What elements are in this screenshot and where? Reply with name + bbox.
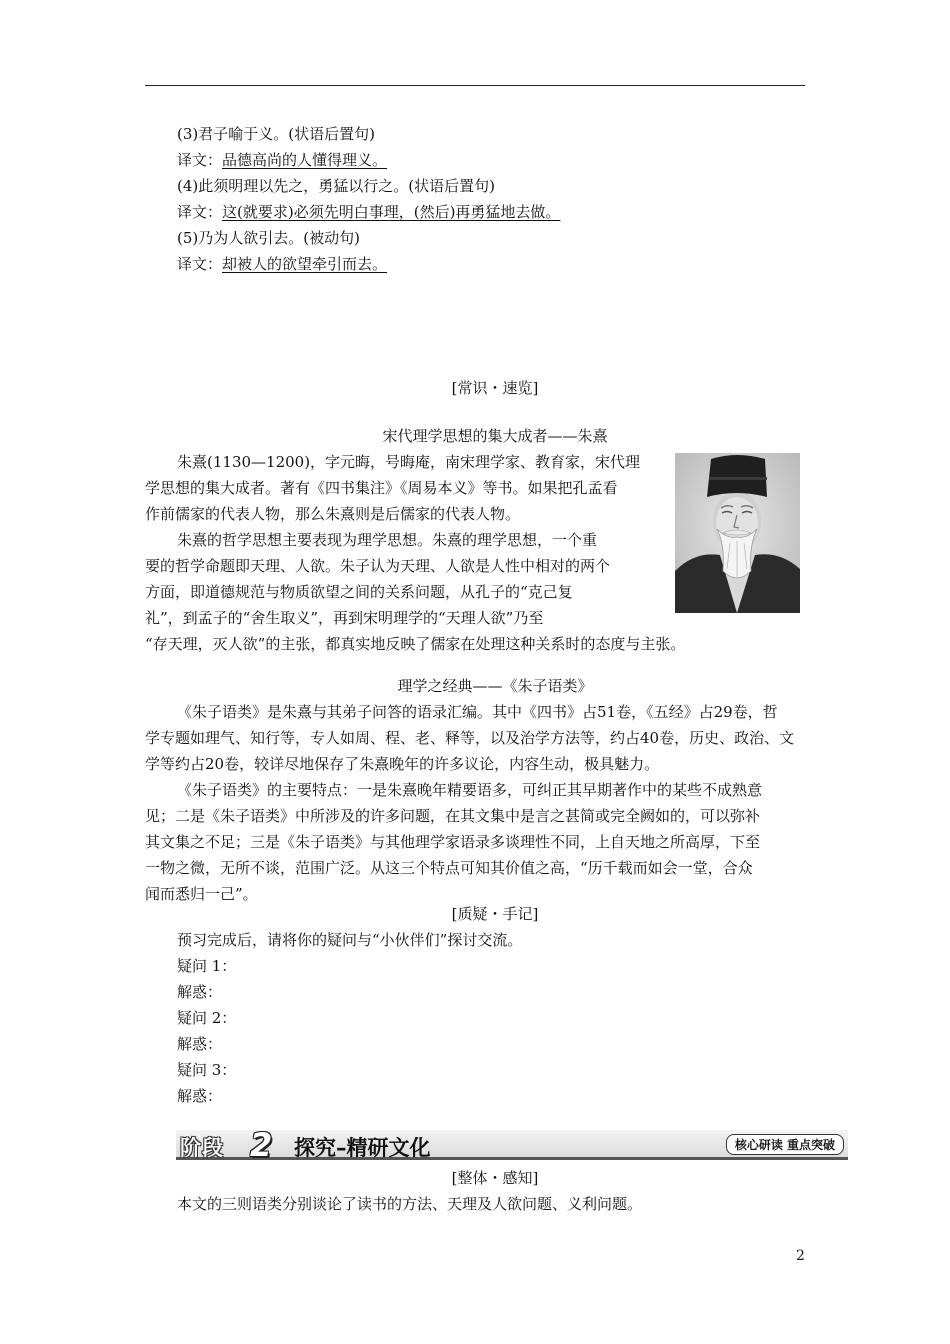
page-number: 2	[796, 1248, 805, 1264]
yulei-title: 理学之经典——《朱子语类》	[397, 677, 593, 695]
translation-text: 却被人的欲望牵引而去。	[222, 255, 388, 273]
zhuxi-portrait-image	[675, 453, 800, 613]
translation-label: 译文：	[177, 151, 223, 169]
answer-label: 解惑：	[177, 1087, 223, 1105]
zhuxi-p1-line: 作前儒家的代表人物，那么朱熹则是后儒家的代表人物。	[145, 505, 521, 523]
sentence-5: (5)乃为人欲引去。(被动句)	[177, 229, 360, 247]
translation-label: 译文：	[177, 255, 223, 273]
yulei-p1-line: 《朱子语类》是朱熹与其弟子问答的语录汇编。其中《四书》占51卷，《五经》占29卷，哲	[177, 703, 778, 721]
translation-4	[177, 202, 560, 222]
header-rule	[145, 85, 805, 86]
zhuxi-p1-line: 学思想的集大成者。著有《四书集注》《周易本义》等书。如果把孔孟看	[145, 479, 618, 497]
yulei-p2-line: 《朱子语类》的主要特点：一是朱熹晚年精要语多，可纠正其早期著作中的某些不成熟意	[177, 781, 763, 799]
stage-word: 阶段	[180, 1136, 224, 1160]
translation-text: 这(就要求)必须先明白事理，(然后)再勇猛地去做。	[222, 203, 561, 221]
yulei-p2-line: 闻而悉归一己”。	[145, 885, 258, 903]
zhuxi-title: 宋代理学思想的集大成者——朱熹	[382, 427, 608, 445]
stage-tag-badge: 核心研读 重点突破	[726, 1134, 844, 1155]
translation-label: 译文：	[177, 203, 223, 221]
notes-intro: 预习完成后，请将你的疑问与“小伙伴们”探讨交流。	[177, 931, 523, 949]
yulei-p2-line: 其文集之不足；三是《朱子语类》与其他理学家语录多谈理性不同，上自天地之所高厚，下至	[145, 833, 761, 851]
zhuxi-p2-line: 要的哲学命题即天理、人欲。朱子认为天理、人欲是人性中相对的两个	[145, 557, 611, 575]
yulei-p2-line: 一物之微，无所不谈，范围广泛。从这三个特点可知其价值之高，“历千载而如会一堂，合众	[145, 859, 753, 877]
section-heading-notes: [质疑・手记]	[451, 905, 539, 923]
yulei-p1-line: 学等约占20卷，较详尽地保存了朱熹晚年的许多议论，内容生动，极具魅力。	[145, 755, 660, 773]
zhuxi-p1-line: 朱熹(1130—1200)，字元晦，号晦庵，南宋理学家、教育家，宋代理	[177, 453, 641, 471]
question-label: 疑问 3：	[177, 1061, 237, 1079]
zhuxi-p2-line: 礼”，到孟子的“舍生取义”，再到宋明理学的“天理人欲”乃至	[145, 609, 544, 627]
translation-3	[177, 150, 387, 170]
section-heading-knowledge: [常识・速览]	[451, 379, 539, 397]
stage-number: 2	[250, 1126, 273, 1164]
question-label: 疑问 2：	[177, 1009, 237, 1027]
section-heading-overall: [整体・感知]	[451, 1169, 539, 1187]
overall-text: 本文的三则语类分别谈论了读书的方法、天理及人欲问题、义利问题。	[177, 1195, 643, 1213]
translation-5	[177, 254, 387, 274]
yulei-p2-line: 见；二是《朱子语类》中所涉及的许多问题，在其文集中是言之甚简或完全阙如的，可以弥补	[145, 807, 761, 825]
zhuxi-p2-line: 方面，即道德规范与物质欲望之间的关系问题，从孔子的“克己复	[145, 583, 573, 601]
zhuxi-p2-line: “存天理，灭人欲”的主张，都真实地反映了儒家在处理这种关系时的态度与主张。	[145, 635, 686, 653]
translation-text: 品德高尚的人懂得理义。	[222, 151, 388, 169]
stage-title: 探究–精研文化	[294, 1136, 431, 1160]
sentence-4: (4)此须明理以先之，勇猛以行之。(状语后置句)	[177, 177, 495, 195]
answer-label: 解惑：	[177, 1035, 223, 1053]
stage-banner	[176, 1126, 848, 1164]
sentence-3: (3)君子喻于义。(状语后置句)	[177, 125, 375, 143]
question-label: 疑问 1：	[177, 957, 237, 975]
yulei-p1-line: 学专题如理气、知行等，专人如周、程、老、释等，以及治学方法等，约占40卷，历史、政治、文	[145, 729, 795, 747]
answer-label: 解惑：	[177, 983, 223, 1001]
zhuxi-p2-line: 朱熹的哲学思想主要表现为理学思想。朱熹的理学思想，一个重	[177, 531, 598, 549]
